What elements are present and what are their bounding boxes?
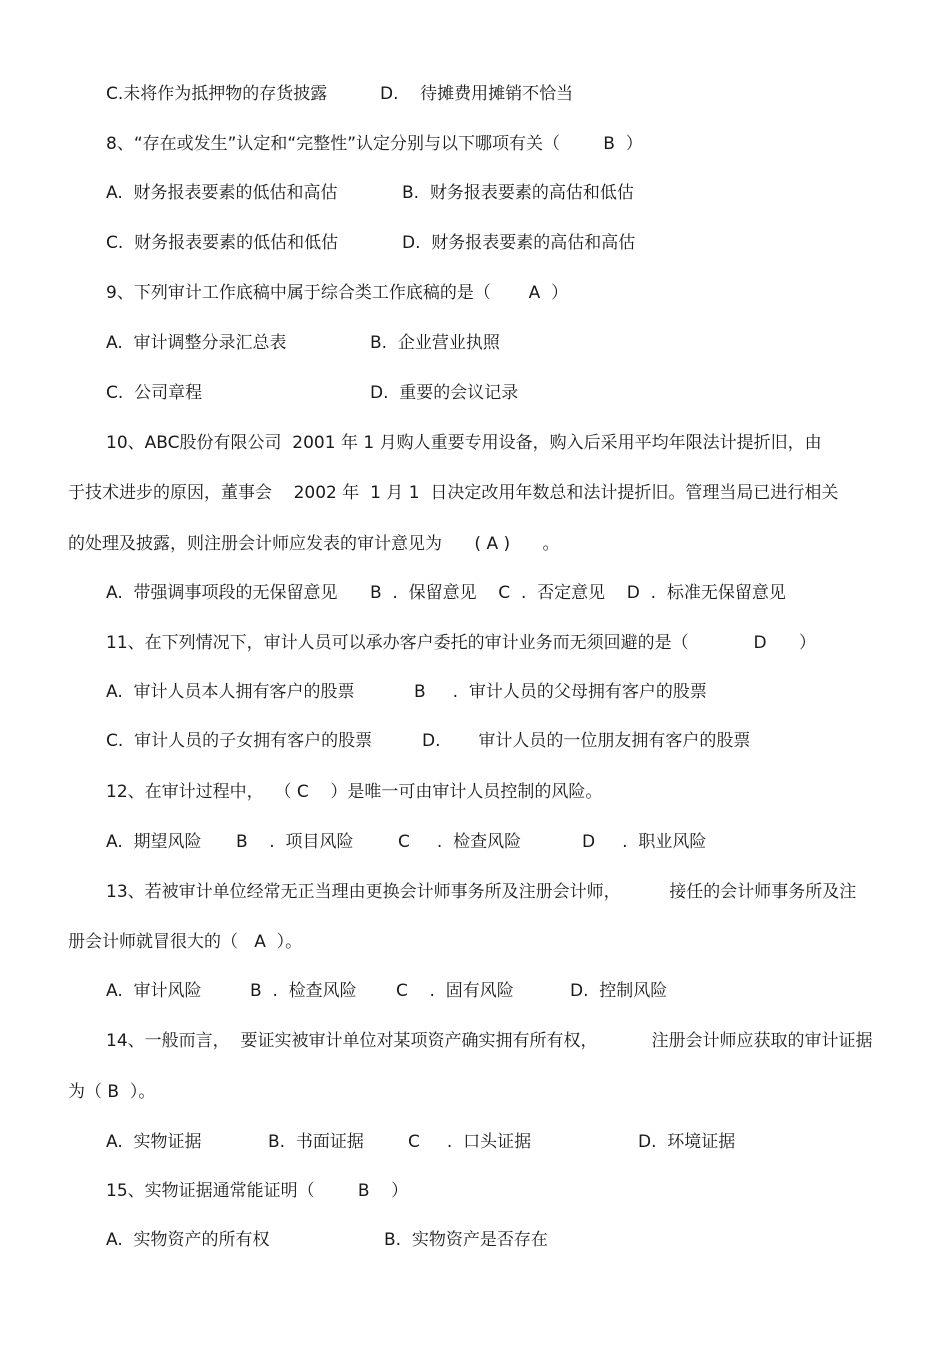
option-b: B. 书面证据 xyxy=(268,1132,364,1152)
option-b: B . 项目风险 xyxy=(236,832,354,852)
option-a: A. 实物证据 xyxy=(106,1132,202,1152)
option-b: B. 财务报表要素的高估和低估 xyxy=(402,183,634,203)
question-14-stem-line-2: 为（ B ）。 xyxy=(68,1082,156,1102)
option-b: B . 检查风险 xyxy=(250,981,357,1001)
option-c: C. 财务报表要素的低估和低估 xyxy=(106,233,339,253)
option-c: C. 审计人员的子女拥有客户的股票 xyxy=(106,731,373,751)
question-12-stem: 12、在审计过程中， （ C ）是唯一可由审计人员控制的风险。 xyxy=(106,782,603,802)
option-d: D. 财务报表要素的高估和高估 xyxy=(402,233,636,253)
option-d: D. 重要的会议记录 xyxy=(370,383,519,403)
question-10-stem-line-3: 的处理及披露，则注册会计师应发表的审计意见为 ( A ) 。 xyxy=(68,534,560,554)
question-14-stem-line-1: 14、一般而言， 要证实被审计单位对某项资产确实拥有所有权， 注册会计师应获取的审计证据 xyxy=(106,1031,873,1051)
option-a: A. 审计调整分录汇总表 xyxy=(106,333,287,353)
option-d: D. 环境证据 xyxy=(638,1132,736,1152)
option-d: D. 控制风险 xyxy=(570,981,668,1001)
question-10-options: A. 带强调事项段的无保留意见 B . 保留意见 C . 否定意见 D . 标准无保留意见 xyxy=(106,583,786,603)
option-a: A. 审计风险 xyxy=(106,981,202,1001)
option-b: B . 审计人员的父母拥有客户的股票 xyxy=(414,682,707,702)
option-c: C.未将作为抵押物的存货披露 xyxy=(106,84,328,104)
question-11-stem: 11、在下列情况下，审计人员可以承办客户委托的审计业务而无须回避的是（ D ） xyxy=(106,633,816,653)
option-d: D . 职业风险 xyxy=(582,832,707,852)
option-c: C . 检查风险 xyxy=(398,832,522,852)
question-15-stem: 15、实物证据通常能证明（ B ） xyxy=(106,1181,409,1201)
question-13-stem-line-2: 册会计师就冒很大的（ A ）。 xyxy=(68,932,303,952)
question-13-stem-line-1: 13、若被审计单位经常无正当理由更换会计师事务所及注册会计师， 接任的会计师事务所及注 xyxy=(106,882,857,902)
question-10-stem-line-1: 10、ABC股份有限公司 2001 年 1 月购人重要专用设备，购入后采用平均年限法计提折旧，由 xyxy=(106,433,822,453)
option-a: A. 期望风险 xyxy=(106,832,202,852)
option-b: B. 企业营业执照 xyxy=(370,333,500,353)
option-a: A. 审计人员本人拥有客户的股票 xyxy=(106,682,355,702)
option-a: A. 实物资产的所有权 xyxy=(106,1230,270,1250)
question-9-stem: 9、下列审计工作底稿中属于综合类工作底稿的是（ A ） xyxy=(106,283,569,303)
question-10-stem-line-2: 于技术进步的原因，董事会 2002 年 1 月 1 日决定改用年数总和法计提折旧。管理当局已进行相关 xyxy=(68,483,839,503)
option-c: C . 口头证据 xyxy=(408,1132,532,1152)
option-c: C. 公司章程 xyxy=(106,383,203,403)
option-a: A. 财务报表要素的低估和高估 xyxy=(106,183,338,203)
option-b: B. 实物资产是否存在 xyxy=(384,1230,548,1250)
option-d: D. 审计人员的一位朋友拥有客户的股票 xyxy=(422,731,751,751)
option-d: D. 待摊费用摊销不恰当 xyxy=(380,84,574,104)
question-8-stem: 8、“存在或发生”认定和“完整性”认定分别与以下哪项有关（ B ） xyxy=(106,134,643,154)
question-15-options-ab xyxy=(106,1229,548,1317)
option-c: C . 固有风险 xyxy=(396,981,514,1001)
